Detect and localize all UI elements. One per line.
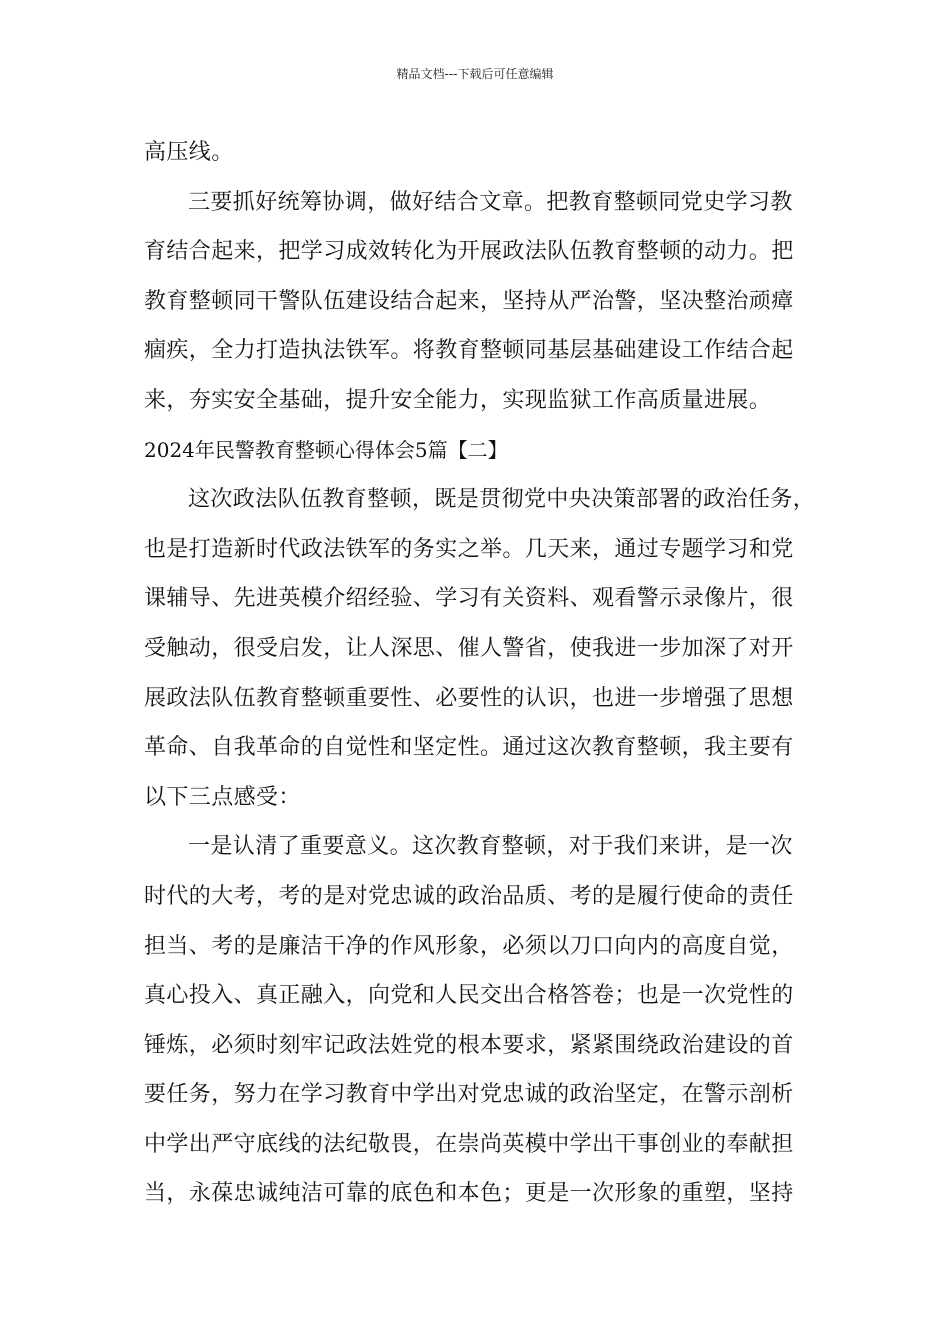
paragraph-line: 受触动，很受启发，让人深思、催人警省，使我进一步加深了对开 (144, 635, 794, 661)
paragraph-line: 教育整顿同干警队伍建设结合起来，坚持从严治警，坚决整治顽瘴 (144, 288, 794, 314)
paragraph-line: 一是认清了重要意义。这次教育整顿，对于我们来讲，是一次 (188, 834, 793, 860)
paragraph-line: 课辅导、先进英模介绍经验、学习有关资料、观看警示录像片，很 (144, 586, 794, 612)
paragraph-line: 来，夯实安全基础，提升安全能力，实现监狱工作高质量进展。 (144, 387, 772, 413)
paragraph-line: 真心投入、真正融入，向党和人民交出合格答卷；也是一次党性的 (144, 983, 794, 1009)
paragraph-line: 痼疾，全力打造执法铁军。将教育整顿同基层基础建设工作结合起 (144, 338, 794, 364)
document-body (144, 128, 816, 1219)
paragraph-line: 育结合起来，把学习成效转化为开展政法队伍教育整顿的动力。把 (144, 239, 794, 265)
paragraph-line: 中学出严守底线的法纪敬畏，在崇尚英模中学出干事创业的奉献担 (144, 1131, 794, 1157)
paragraph-line: 三要抓好统筹协调，做好结合文章。把教育整顿同党史学习教 (188, 189, 793, 215)
paragraph-line: 展政法队伍教育整顿重要性、必要性的认识，也进一步增强了思想 (144, 685, 794, 711)
paragraph-line: 当，永葆忠诚纯洁可靠的底色和本色；更是一次形象的重塑，坚持 (144, 1181, 794, 1207)
paragraph-line: 要任务，努力在学习教育中学出对党忠诚的政治坚定，在警示剖析 (144, 1082, 794, 1108)
paragraph-line: 锤炼，必须时刻牢记政法姓党的根本要求，紧紧围绕政治建设的首 (144, 1032, 794, 1058)
page-header: 精品文档---下载后可任意编辑 (396, 67, 554, 81)
paragraph-line: 担当、考的是廉洁干净的作风形象，必须以刀口向内的高度自觉， (144, 933, 794, 959)
paragraph-line: 也是打造新时代政法铁军的务实之举。几天来，通过专题学习和党 (144, 536, 794, 562)
section-heading: 2024年民警教育整顿心得体会5篇【二】 (144, 437, 508, 462)
paragraph-line: 时代的大考，考的是对党忠诚的政治品质、考的是履行使命的责任 (144, 883, 794, 909)
paragraph-line: 高压线。 (144, 140, 234, 165)
paragraph-line: 这次政法队伍教育整顿，既是贯彻党中央决策部署的政治任务， (188, 487, 816, 513)
paragraph-line: 革命、自我革命的自觉性和坚定性。通过这次教育整顿，我主要有 (144, 735, 794, 761)
paragraph-line: 以下三点感受： (144, 784, 301, 810)
